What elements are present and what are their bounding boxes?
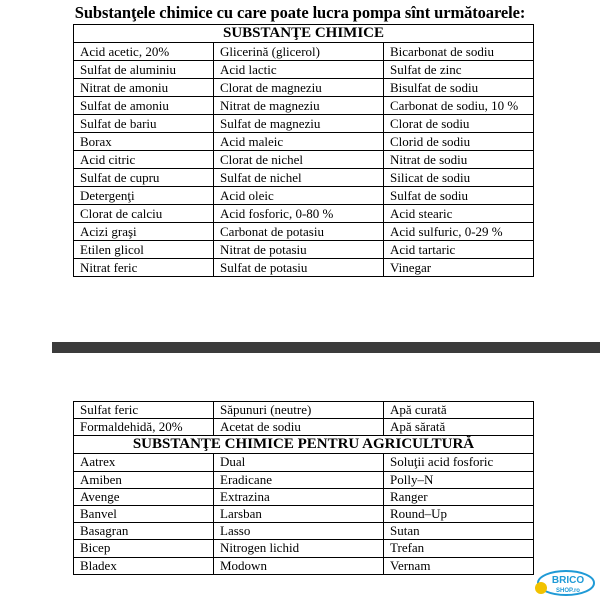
table-cell: Acid sulfuric, 0-29 % — [384, 223, 534, 241]
table-row — [74, 241, 534, 259]
table-cell: Glicerină (glicerol) — [214, 43, 384, 61]
table-cell: Sulfat de magneziu — [214, 115, 384, 133]
table-cell: Nitrat de magneziu — [214, 97, 384, 115]
table-cell: Clorat de sodiu — [384, 115, 534, 133]
table-cell: Carbonat de potasiu — [214, 223, 384, 241]
table-row — [74, 419, 534, 436]
chemicals-table — [73, 24, 534, 277]
table-cell: Bicep — [74, 540, 214, 557]
table-cell: Clorat de magneziu — [214, 79, 384, 97]
table-cell: Nitrat de sodiu — [384, 151, 534, 169]
chemicals-table-title: SUBSTANŢE CHIMICE — [74, 25, 534, 43]
table-cell: Trefan — [384, 540, 534, 557]
table-cell: Nitrogen lichid — [214, 540, 384, 557]
table-cell: Acetat de sodiu — [214, 419, 384, 436]
table-cell: Acid fosforic, 0-80 % — [214, 205, 384, 223]
page-heading: Substanţele chimice cu care poate lucra pompa sînt următoarele: — [74, 3, 526, 22]
table-cell: Polly–N — [384, 471, 534, 488]
table-row — [74, 523, 534, 540]
table-cell: Sutan — [384, 523, 534, 540]
table-cell: Acid acetic, 20% — [74, 43, 214, 61]
table-cell: Soluţii acid fosforic — [384, 454, 534, 471]
table-row — [74, 223, 534, 241]
table-cell: Banvel — [74, 505, 214, 522]
table-cell: Apă curată — [384, 402, 534, 419]
table-cell: Acid stearic — [384, 205, 534, 223]
table-cell: Extrazina — [214, 488, 384, 505]
agriculture-chemicals-table — [73, 401, 534, 575]
table-cell: Sulfat de cupru — [74, 169, 214, 187]
table-cell: Sulfat de amoniu — [74, 97, 214, 115]
table-row — [74, 540, 534, 557]
table-row — [74, 454, 534, 471]
table-cell: Carbonat de sodiu, 10 % — [384, 97, 534, 115]
table-cell: Avenge — [74, 488, 214, 505]
table-cell: Eradicane — [214, 471, 384, 488]
table-cell: Vernam — [384, 557, 534, 574]
bricoshop-logo — [533, 568, 595, 598]
table-cell: Sulfat de aluminiu — [74, 61, 214, 79]
table-row — [74, 43, 534, 61]
table-row — [74, 169, 534, 187]
table-cell: Larsban — [214, 505, 384, 522]
table-cell: Aatrex — [74, 454, 214, 471]
table-cell: Nitrat de potasiu — [214, 241, 384, 259]
table-cell: Amiben — [74, 471, 214, 488]
table-cell: Sulfat feric — [74, 402, 214, 419]
table-cell: Round–Up — [384, 505, 534, 522]
table-row — [74, 259, 534, 277]
table-row — [74, 187, 534, 205]
table-row — [74, 557, 534, 574]
table-row — [74, 151, 534, 169]
table-cell: Acid oleic — [214, 187, 384, 205]
table-cell: Sulfat de sodiu — [384, 187, 534, 205]
table-row — [74, 505, 534, 522]
table-cell: Bladex — [74, 557, 214, 574]
table-cell: Dual — [214, 454, 384, 471]
table-row — [74, 488, 534, 505]
table-cell: Acid citric — [74, 151, 214, 169]
table-cell: Apă sărată — [384, 419, 534, 436]
table-cell: Acid tartaric — [384, 241, 534, 259]
table-cell: Lasso — [214, 523, 384, 540]
table-row — [74, 402, 534, 419]
table-cell: Clorid de sodiu — [384, 133, 534, 151]
table-cell: Detergenţi — [74, 187, 214, 205]
table-row — [74, 61, 534, 79]
table-cell: Sulfat de zinc — [384, 61, 534, 79]
table-cell: Săpunuri (neutre) — [214, 402, 384, 419]
logo-text-top: BRICO — [551, 575, 585, 586]
table-cell: Modown — [214, 557, 384, 574]
page-divider — [52, 342, 600, 353]
table-cell: Vinegar — [384, 259, 534, 277]
table-row — [74, 205, 534, 223]
logo-text-bottom: SHOP.ro — [556, 588, 580, 594]
table-cell: Bicarbonat de sodiu — [384, 43, 534, 61]
table-row — [74, 133, 534, 151]
agriculture-table-title: SUBSTANŢE CHIMICE PENTRU AGRICULTURĂ — [74, 436, 534, 454]
table-cell: Acizi graşi — [74, 223, 214, 241]
table-row — [74, 97, 534, 115]
table-cell: Nitrat feric — [74, 259, 214, 277]
table-cell: Clorat de calciu — [74, 205, 214, 223]
table-cell: Formaldehidă, 20% — [74, 419, 214, 436]
table-cell: Acid maleic — [214, 133, 384, 151]
table-cell: Ranger — [384, 488, 534, 505]
table-row — [74, 115, 534, 133]
table-cell: Sulfat de nichel — [214, 169, 384, 187]
table-cell: Borax — [74, 133, 214, 151]
table-cell: Sulfat de potasiu — [214, 259, 384, 277]
table-row — [74, 79, 534, 97]
table-cell: Basagran — [74, 523, 214, 540]
table-cell: Sulfat de bariu — [74, 115, 214, 133]
table-cell: Silicat de sodiu — [384, 169, 534, 187]
table-cell: Nitrat de amoniu — [74, 79, 214, 97]
table-cell: Etilen glicol — [74, 241, 214, 259]
table-row — [74, 471, 534, 488]
table-cell: Bisulfat de sodiu — [384, 79, 534, 97]
table-cell: Acid lactic — [214, 61, 384, 79]
table-cell: Clorat de nichel — [214, 151, 384, 169]
